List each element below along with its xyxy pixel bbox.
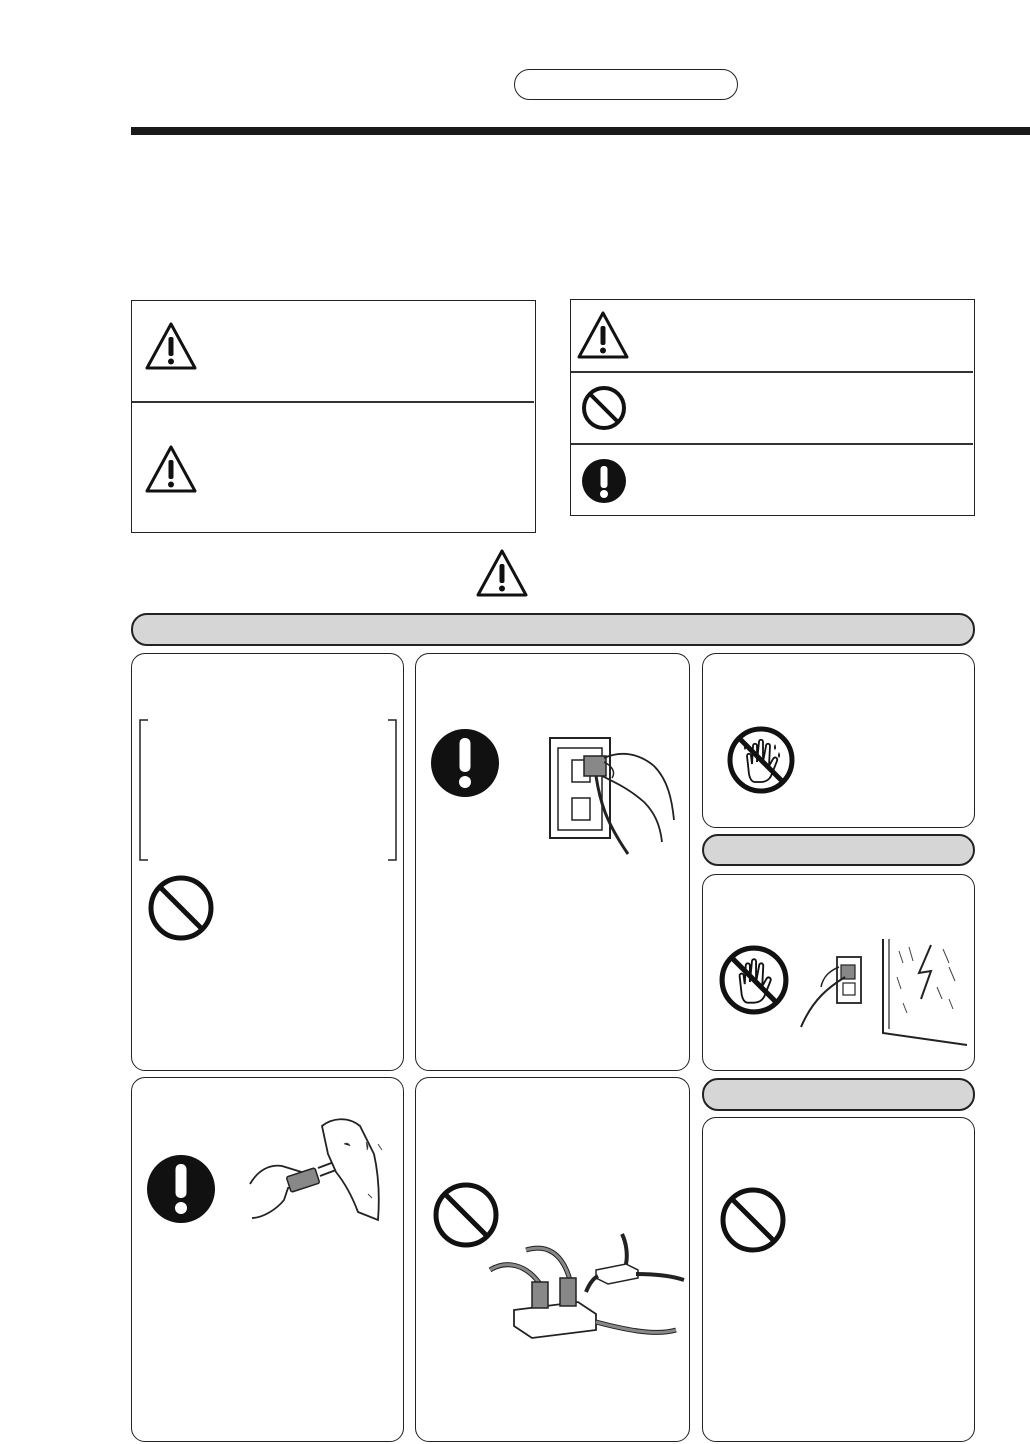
panel-no-octopus-wiring <box>415 1077 690 1442</box>
illustration-thunder <box>799 937 971 1052</box>
illustration-clean-plug <box>248 1114 388 1239</box>
mandatory-action-icon <box>146 1154 216 1224</box>
panel-clean-plug <box>131 1077 404 1442</box>
warning-triangle-icon <box>474 548 530 598</box>
mandatory-action-icon <box>430 728 500 798</box>
legend-left-box <box>131 300 536 533</box>
legend-left-divider <box>132 401 534 403</box>
no-wet-hands-icon <box>727 726 795 794</box>
illustration-octopus-wiring <box>486 1230 686 1365</box>
page-title <box>131 150 1030 270</box>
illustration-unplug <box>544 732 684 867</box>
legend-right-divider-2 <box>571 443 973 445</box>
section-tab-label <box>514 69 738 100</box>
panel-wet-hands <box>702 653 975 828</box>
section-bar-main <box>131 613 975 646</box>
prohibited-icon <box>581 385 627 431</box>
mandatory-action-icon <box>581 458 627 504</box>
panel-do-not-use <box>131 653 404 1071</box>
bracket-box <box>138 718 398 862</box>
panel-prohibited-misc <box>702 1117 975 1442</box>
legend-right-divider-1 <box>571 371 973 373</box>
warning-triangle-icon <box>576 310 630 360</box>
panel-thunder <box>702 874 975 1071</box>
legend-right-box <box>570 299 975 516</box>
section-bar-side-1 <box>702 834 975 866</box>
section-bar-side-2 <box>702 1078 975 1111</box>
prohibited-icon <box>719 1186 787 1254</box>
prohibited-icon <box>147 874 215 942</box>
panel-unplug <box>415 653 690 1071</box>
header-rule <box>131 127 1030 135</box>
no-touch-icon <box>719 945 789 1015</box>
warning-triangle-icon <box>144 321 198 371</box>
warning-triangle-icon <box>144 444 198 494</box>
